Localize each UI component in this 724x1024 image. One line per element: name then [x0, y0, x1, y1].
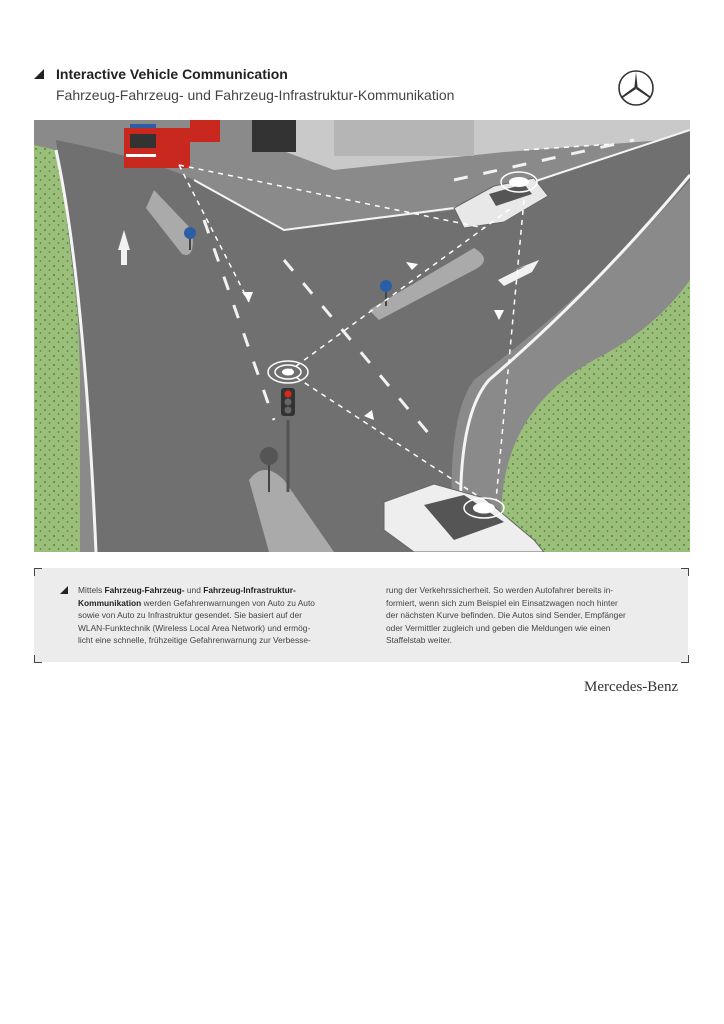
caption-triangle-icon: [60, 586, 68, 594]
brand-wordmark: Mercedes-Benz: [584, 679, 679, 695]
heading-triangle-icon: [34, 69, 44, 79]
caption-column-left: Mittels Fahrzeug-Fahrzeug- und Fahrzeug-Infrastruktur- Kommunikation werden Gefahrenwarnungen von Auto zu Auto sowie von Auto zu Infrastruktur gesendet. Sie basiert auf der WLAN-Funktechnik (Wireless Local Area Network) und ermög- licht eine schnelle, frühzeitige Gefahrenwarnung zur Verbesse-: [78, 585, 315, 646]
caption-column-right: rung der Verkehrssicherheit. So werden Autofahrer bereits in- formiert, wenn sich zum Beispiel ein Einsatzwagen noch hinter der nächsten Kurve befinden. Die Autos sind Sender, Empfänger oder Vermittler zugleich und geben die Meldungen wie einen Staffelstab weiter.: [386, 585, 626, 646]
mercedes-star-icon: [616, 68, 656, 108]
page-title: Interactive Vehicle Communication: [56, 66, 288, 82]
page-subtitle: Fahrzeug-Fahrzeug- und Fahrzeug-Infrastruktur-Kommunikation: [56, 87, 455, 103]
intersection-illustration: [34, 120, 690, 552]
